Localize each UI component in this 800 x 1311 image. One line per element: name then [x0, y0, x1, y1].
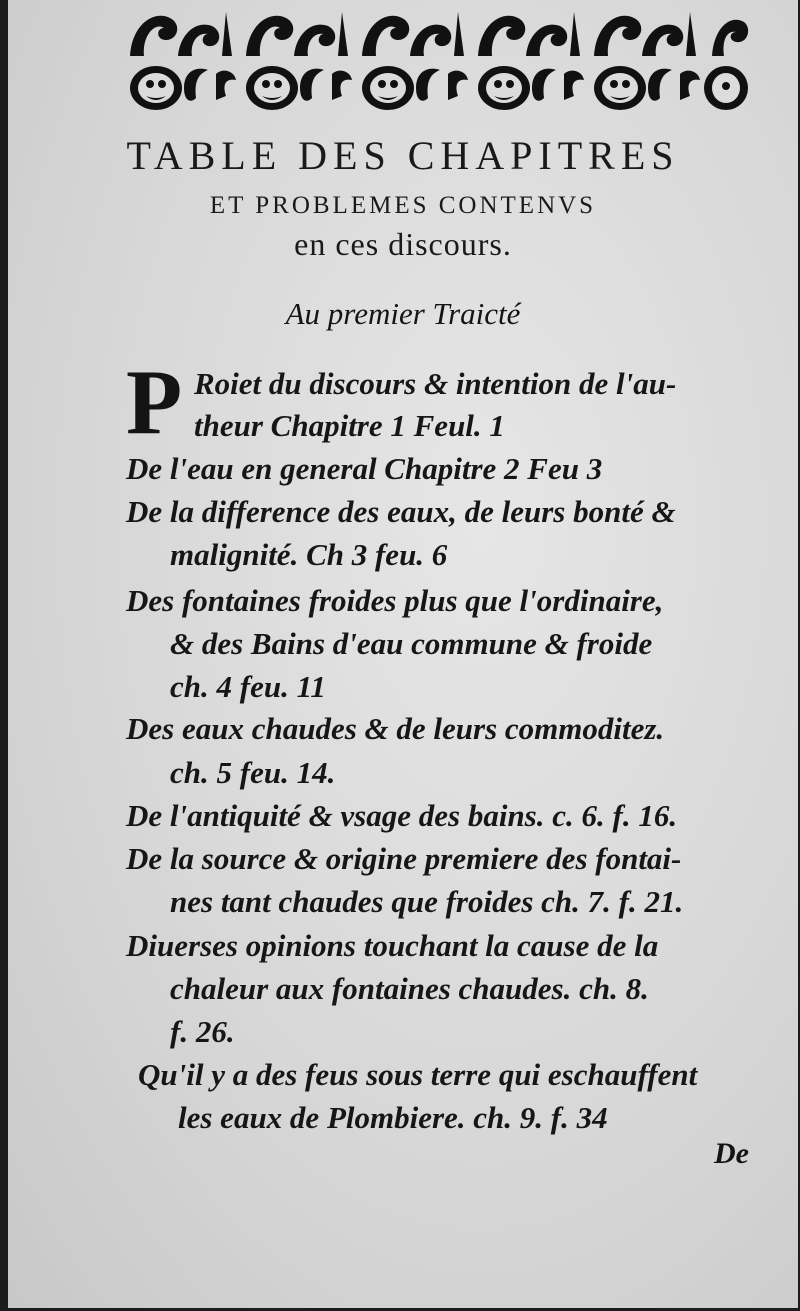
- entry-line: f. 26.: [170, 1014, 235, 1049]
- entry-line: De la source & origine premiere des fontai-: [126, 841, 682, 876]
- entry-line: Qu'il y a des feus sous terre qui eschauffent: [138, 1057, 698, 1092]
- entry-line: Roiet du discours & intention de l'au-: [194, 366, 677, 401]
- entry-line: chaleur aux fontaines chaudes. ch. 8.: [170, 971, 649, 1006]
- catchword: De: [714, 1137, 749, 1170]
- entry-line: theur Chapitre 1 Feul. 1: [194, 408, 505, 443]
- drop-cap: P: [126, 351, 183, 453]
- table-title: TABLE DES CHAPITRES: [126, 133, 680, 178]
- headpiece-ornament: [126, 4, 752, 116]
- entry-line: ch. 5 feu. 14.: [170, 755, 336, 790]
- entry-line: Des eaux chaudes & de leurs commoditez.: [126, 711, 665, 746]
- entry-line: De l'eau en general Chapitre 2 Feu 3: [126, 451, 603, 486]
- entry-line: malignité. Ch 3 feu. 6: [170, 537, 448, 572]
- entry-line: nes tant chaudes que froides ch. 7. f. 21.: [170, 884, 684, 919]
- section-title: Au premier Traicté: [285, 296, 521, 331]
- entry-line: les eaux de Plombiere. ch. 9. f. 34: [178, 1100, 608, 1135]
- entry-line: Diuerses opinions touchant la cause de la: [126, 928, 659, 963]
- table-subtitle: ET PROBLEMES CONTENVS: [209, 192, 597, 219]
- entry-line: De la difference des eaux, de leurs bonté &: [126, 494, 676, 529]
- entry-line: & des Bains d'eau commune & froide: [170, 626, 653, 661]
- book-page: [8, 0, 798, 1308]
- entry-line: Des fontaines froides plus que l'ordinaire,: [126, 583, 664, 618]
- entry-line: ch. 4 feu. 11: [170, 669, 326, 704]
- entry-line: De l'antiquité & vsage des bains. c. 6. f. 16.: [126, 798, 678, 833]
- table-subtitle-2: en ces discours.: [294, 226, 512, 262]
